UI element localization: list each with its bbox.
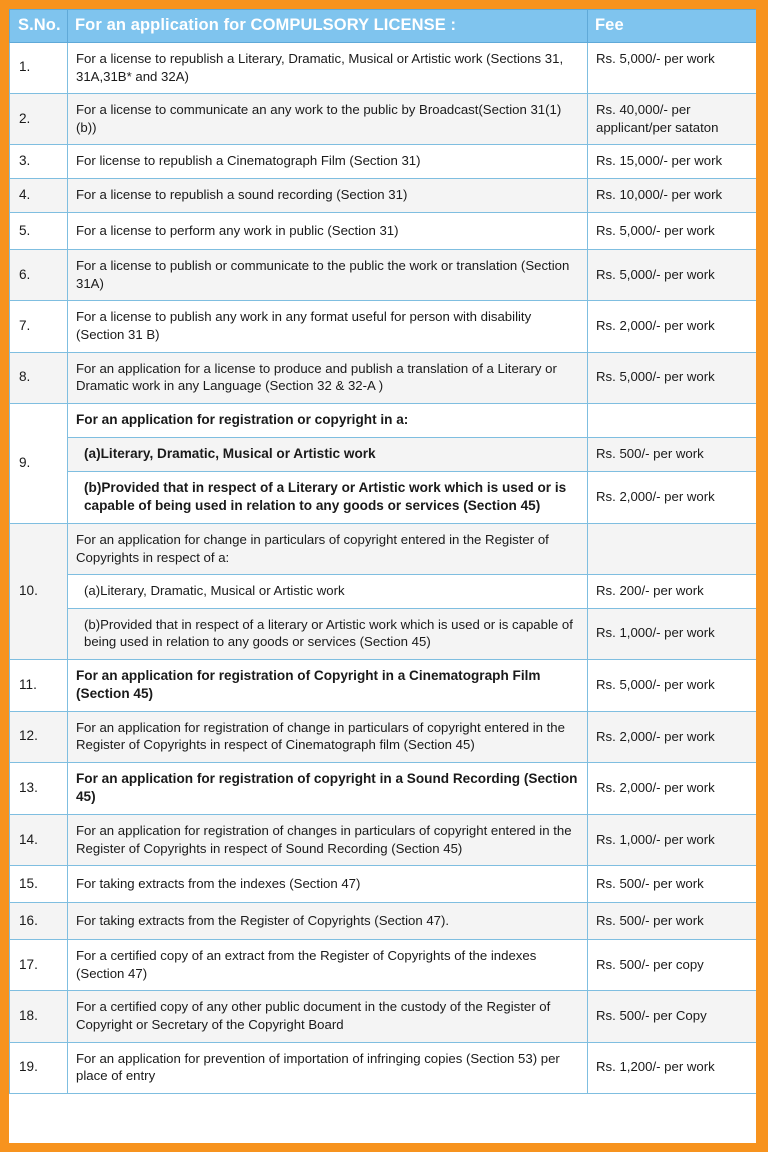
cell-sno: 4. — [10, 179, 68, 213]
table-row — [10, 711, 757, 762]
cell-description: For a license to publish any work in any format useful for person with disability (Section 31 B) — [68, 301, 588, 352]
cell-sno: 8. — [10, 352, 68, 403]
table-header — [10, 10, 757, 43]
cell-fee: Rs. 500/- per copy — [588, 940, 757, 991]
cell-fee: Rs. 5,000/- per work — [588, 213, 757, 250]
cell-fee: Rs. 500/- per work — [588, 437, 757, 471]
cell-fee: Rs. 500/- per work — [588, 866, 757, 903]
cell-sno: 10. — [10, 523, 68, 659]
cell-fee: Rs. 2,000/- per work — [588, 471, 757, 523]
cell-description: For an application for registration of Copyright in a Cinematograph Film (Section 45) — [68, 659, 588, 711]
table-row — [10, 301, 757, 352]
table-subrow — [10, 437, 757, 471]
cell-fee: Rs. 5,000/- per work — [588, 42, 757, 93]
table-row — [10, 523, 757, 574]
cell-sno: 5. — [10, 213, 68, 250]
cell-fee: Rs. 500/- per work — [588, 903, 757, 940]
cell-description: For an application for registration of change in particulars of copyright entered in the Register of Copyrights in respect of Cinematograph film (Section 45) — [68, 711, 588, 762]
cell-description-sub-b: (b)Provided that in respect of a Literary or Artistic work which is used or is capable of being used in relation to any goods or services (Section 45) — [68, 471, 588, 523]
cell-sno: 12. — [10, 711, 68, 762]
cell-fee: Rs. 40,000/- per applicant/per sataton — [588, 94, 757, 145]
table-row — [10, 250, 757, 301]
cell-description: For a certified copy of an extract from the Register of Copyrights of the indexes (Section 47) — [68, 940, 588, 991]
table-row — [10, 352, 757, 403]
table-row — [10, 42, 757, 93]
cell-description: For taking extracts from the indexes (Section 47) — [68, 866, 588, 903]
cell-description: For a license to perform any work in public (Section 31) — [68, 213, 588, 250]
column-header-description: For an application for COMPULSORY LICENSE : — [68, 10, 588, 43]
table-row — [10, 762, 757, 814]
cell-fee: Rs. 5,000/- per work — [588, 659, 757, 711]
table-sheet — [9, 9, 756, 1143]
table-row — [10, 815, 757, 866]
cell-sno: 9. — [10, 403, 68, 523]
table-row — [10, 991, 757, 1042]
cell-sno: 6. — [10, 250, 68, 301]
cell-description: For license to republish a Cinematograph Film (Section 31) — [68, 145, 588, 179]
table-row — [10, 866, 757, 903]
cell-sno: 13. — [10, 762, 68, 814]
cell-description: For an application for registration of changes in particulars of copyright entered in the Register of Copyrights in respect of Sound Recording (Section 45) — [68, 815, 588, 866]
cell-description-sub-a: (a)Literary, Dramatic, Musical or Artistic work — [68, 575, 588, 609]
cell-description: For a license to publish or communicate to the public the work or translation (Section 31A) — [68, 250, 588, 301]
table-row — [10, 940, 757, 991]
cell-description: For an application for a license to produce and publish a translation of a Literary or Dramatic work in any Language (Section 32 & 32-A ) — [68, 352, 588, 403]
cell-sno: 17. — [10, 940, 68, 991]
table-row — [10, 145, 757, 179]
cell-fee: Rs. 1,000/- per work — [588, 608, 757, 659]
cell-description-heading: For an application for change in particulars of copyright entered in the Register of Copyrights in respect of a: — [68, 523, 588, 574]
column-header-sno: S.No. — [10, 10, 68, 43]
cell-description: For an application for prevention of importation of infringing copies (Section 53) per place of entry — [68, 1042, 588, 1093]
cell-description: For a license to communicate an any work to the public by Broadcast(Section 31(1)(b)) — [68, 94, 588, 145]
table-subrow — [10, 471, 757, 523]
cell-fee: Rs. 15,000/- per work — [588, 145, 757, 179]
cell-description: For a license to republish a sound recording (Section 31) — [68, 179, 588, 213]
table-row — [10, 903, 757, 940]
column-header-fee: Fee — [588, 10, 757, 43]
cell-description: For taking extracts from the Register of Copyrights (Section 47). — [68, 903, 588, 940]
cell-sno: 1. — [10, 42, 68, 93]
cell-fee — [588, 523, 757, 574]
cell-fee: Rs. 500/- per Copy — [588, 991, 757, 1042]
cell-sno: 18. — [10, 991, 68, 1042]
cell-description-sub-a: (a)Literary, Dramatic, Musical or Artistic work — [68, 437, 588, 471]
cell-sno: 16. — [10, 903, 68, 940]
table-row — [10, 659, 757, 711]
table-row — [10, 179, 757, 213]
table-subrow — [10, 575, 757, 609]
cell-description: For an application for registration of copyright in a Sound Recording (Section 45) — [68, 762, 588, 814]
cell-sno: 15. — [10, 866, 68, 903]
cell-sno: 2. — [10, 94, 68, 145]
cell-description-heading: For an application for registration or copyright in a: — [68, 403, 588, 437]
table-row — [10, 403, 757, 437]
cell-fee: Rs. 1,200/- per work — [588, 1042, 757, 1093]
cell-fee: Rs. 2,000/- per work — [588, 711, 757, 762]
cell-fee: Rs. 2,000/- per work — [588, 301, 757, 352]
table-row — [10, 1042, 757, 1093]
cell-fee: Rs. 10,000/- per work — [588, 179, 757, 213]
cell-fee: Rs. 5,000/- per work — [588, 352, 757, 403]
table-row — [10, 213, 757, 250]
table-body — [10, 42, 757, 1093]
cell-fee: Rs. 5,000/- per work — [588, 250, 757, 301]
cell-sno: 7. — [10, 301, 68, 352]
header-row — [10, 10, 757, 43]
table-subrow — [10, 608, 757, 659]
cell-description-sub-b: (b)Provided that in respect of a literary or Artistic work which is used or is capable of being used in relation to any goods or services (Section 45) — [68, 608, 588, 659]
copyright-fee-table — [9, 9, 756, 1094]
cell-fee: Rs. 1,000/- per work — [588, 815, 757, 866]
cell-description: For a certified copy of any other public document in the custody of the Register of Copyright or Secretary of the Copyright Board — [68, 991, 588, 1042]
cell-fee: Rs. 200/- per work — [588, 575, 757, 609]
cell-fee: Rs. 2,000/- per work — [588, 762, 757, 814]
cell-sno: 3. — [10, 145, 68, 179]
table-row — [10, 94, 757, 145]
cell-sno: 11. — [10, 659, 68, 711]
cell-sno: 19. — [10, 1042, 68, 1093]
cell-fee — [588, 403, 757, 437]
cell-sno: 14. — [10, 815, 68, 866]
cell-description: For a license to republish a Literary, Dramatic, Musical or Artistic work (Sections 31, 31A,31B* and 32A) — [68, 42, 588, 93]
